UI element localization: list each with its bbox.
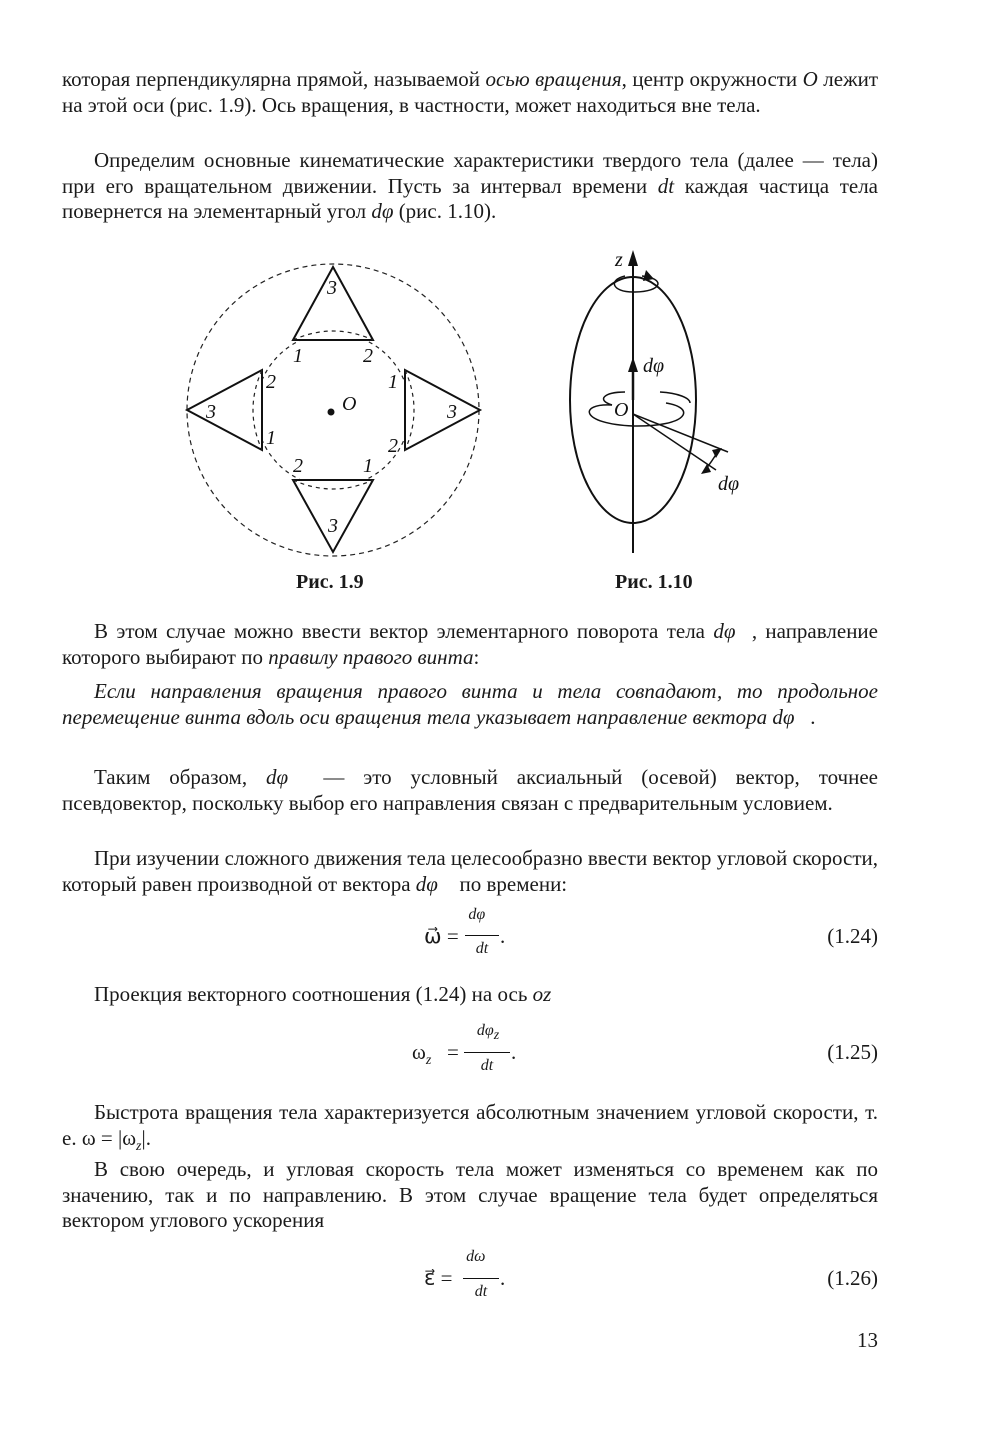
paragraph-2 xyxy=(62,148,878,225)
omega-abs: ω = |ω xyxy=(81,1125,137,1150)
text-run: каждая частица тела повернется на элементарный угол xyxy=(62,173,879,223)
text-run: Проекция векторного соотношения (1.24) на ось xyxy=(94,982,533,1006)
eq-numerator: dφ⃗ xyxy=(468,906,498,923)
eq-tail: . xyxy=(511,1040,517,1064)
eq-lhs xyxy=(412,1040,431,1069)
eq-denominator: dt xyxy=(474,1283,488,1300)
eq-tail: . xyxy=(500,1266,506,1290)
text-run: При изучении сложного движения тела целесообразно ввести вектор угловой скорости, который равен производной от вектора xyxy=(62,846,878,896)
symbol-O: O xyxy=(802,67,818,91)
eq-numerator xyxy=(464,1022,512,1044)
figure-1-10 xyxy=(560,245,760,565)
paragraph-6 xyxy=(62,982,878,1008)
symbol-oz: oz xyxy=(532,982,552,1006)
omega-symbol: ω xyxy=(412,1040,426,1064)
paragraph-4 xyxy=(62,765,878,816)
text-run: . xyxy=(810,704,817,729)
fraction-bar xyxy=(465,935,499,936)
text-run: (рис. 1.10). xyxy=(393,199,497,223)
bottom-label-2: 2 xyxy=(293,455,303,477)
paragraph-1 xyxy=(62,67,878,118)
center-label-O: O xyxy=(614,399,629,421)
caption-fig-1-9: Рис. 1.9 xyxy=(296,571,364,593)
text-run: Таким образом, xyxy=(94,765,266,789)
paragraph-7 xyxy=(62,1100,878,1159)
paragraph-5 xyxy=(62,846,878,897)
bottom-label-3: 3 xyxy=(328,515,338,537)
page-number: 13 xyxy=(857,1328,878,1352)
axis-label-z: z xyxy=(615,249,623,271)
figure-1-9 xyxy=(170,255,500,565)
dphi-symbol: dφ xyxy=(476,1022,494,1039)
fraction-bar xyxy=(463,1278,499,1279)
text-run: В этом случае можно ввести вектор элементарного поворота тела xyxy=(94,619,714,643)
subscript-z: z xyxy=(493,1028,500,1044)
eq-denominator: dt xyxy=(480,1057,494,1074)
text-run: Если направления вращения правого винта и тела совпадают, то продольное перемещение винта вдоль оси вращения тела указывает направление вектора xyxy=(62,679,878,729)
eq-equals: = xyxy=(447,1040,459,1064)
top-label-3: 3 xyxy=(327,277,337,299)
term-axis-of-rotation: осью вращения xyxy=(485,67,622,91)
right-label-1: 1 xyxy=(388,371,398,393)
abs-bar: | xyxy=(141,1125,146,1150)
triangle-right xyxy=(405,370,480,450)
center-point xyxy=(328,409,335,416)
right-label-3: 3 xyxy=(447,401,457,423)
top-label-1: 1 xyxy=(293,345,303,367)
subscript-z: z xyxy=(425,1053,432,1069)
text-run: , направление которого выбирают по xyxy=(62,619,878,669)
text-run: по времени: xyxy=(454,871,568,896)
center-label-O: O xyxy=(342,393,357,415)
symbol-dt: dt xyxy=(657,173,675,198)
paragraph-8: В свою очередь, и угловая скорость тела может изменяться со временем как по значению, так и по направлению. В этом случае вращение тела будет определяться вектором углового ускорения xyxy=(62,1157,878,1232)
eq-numerator: dω⃗ xyxy=(466,1248,498,1265)
axis-arrowhead xyxy=(628,250,638,266)
text-run: . xyxy=(145,1125,151,1150)
eq-tail: . xyxy=(500,924,506,948)
equation-number-1-25: (1.25) xyxy=(827,1040,878,1064)
text-run: : xyxy=(473,644,480,669)
left-label-3: 3 xyxy=(206,401,216,423)
text-run: , центр окружности xyxy=(621,67,803,91)
vector-dphi-symbol: dφ⃗ xyxy=(772,704,811,729)
triangle-left xyxy=(187,370,262,450)
eq-lhs: ω⃗ = xyxy=(424,924,459,948)
term-right-screw-rule: правилу правого винта xyxy=(268,644,474,669)
angle-label-dphi: dφ xyxy=(718,473,740,495)
paragraph-3 xyxy=(62,619,878,670)
equation-number-1-26: (1.26) xyxy=(827,1266,878,1290)
text-run: Быстрота вращения тела характеризуется абсолютным значением угловой скорости, т. е. xyxy=(62,1100,878,1150)
left-label-2: 2 xyxy=(266,371,276,393)
equation-number-1-24: (1.24) xyxy=(827,924,878,948)
bottom-label-1: 1 xyxy=(363,455,373,477)
right-screw-rule xyxy=(62,679,878,730)
vector-dphi-symbol: dφ⃗ xyxy=(415,871,455,896)
fraction-bar xyxy=(464,1052,510,1053)
subscript-z: z xyxy=(136,1138,142,1154)
vector-dphi-symbol: dφ⃗ xyxy=(713,619,752,643)
caption-fig-1-10: Рис. 1.10 xyxy=(615,571,693,593)
vector-label-dphi: dφ⃗ xyxy=(643,355,680,377)
top-label-2: 2 xyxy=(363,345,373,367)
text-run: лежит на этой оси (рис. 1.9). Ось вращения, в частности, может находиться вне тела. xyxy=(62,67,878,117)
eq-lhs: ε⃗ = xyxy=(424,1266,453,1290)
text-run: — это условный аксиальный (осевой) вектор, точнее псевдовектор, поскольку выбор его направления связан с предварительным условием. xyxy=(62,765,878,815)
left-label-1: 1 xyxy=(266,427,276,449)
symbol-dphi: dφ xyxy=(371,199,394,223)
text-run: Определим основные кинематические характеристики твердого тела (далее — тела) при его вращательном движении. Пусть за интервал времени xyxy=(62,148,878,198)
rotation-ellipse-middle xyxy=(589,403,683,426)
right-label-2: 2 xyxy=(388,435,398,457)
vector-dphi-symbol: dφ⃗ xyxy=(265,765,305,789)
eq-denominator: dt xyxy=(475,940,489,957)
text-run: которая перпендикулярна прямой, называемой xyxy=(62,67,486,91)
